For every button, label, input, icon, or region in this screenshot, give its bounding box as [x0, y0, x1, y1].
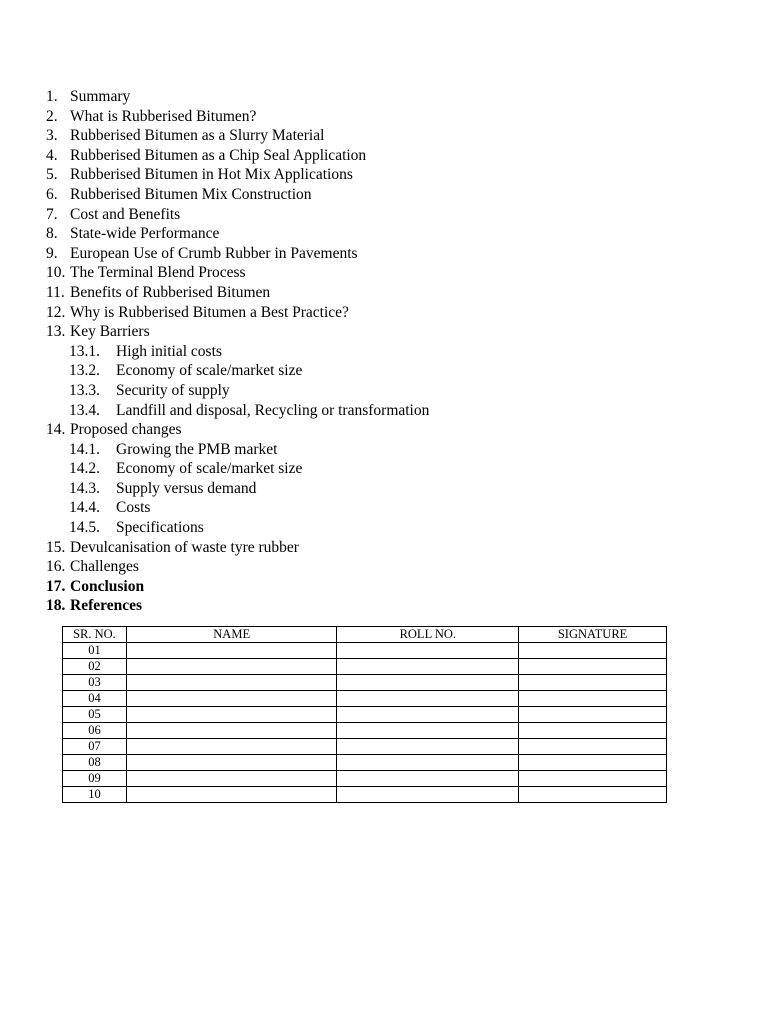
table-row — [63, 739, 667, 755]
toc-item — [46, 557, 429, 577]
toc-number: 4. — [46, 146, 58, 164]
toc-text: High initial costs — [116, 342, 222, 360]
roll-no-cell — [337, 643, 519, 659]
toc-text: Proposed changes — [70, 421, 182, 439]
sr-no-cell: 05 — [63, 707, 127, 723]
toc-text: Growing the PMB market — [116, 440, 278, 458]
signature-table — [62, 626, 667, 803]
toc-item — [46, 146, 429, 166]
signature-cell — [519, 723, 667, 739]
toc-text: Cost and Benefits — [70, 205, 181, 223]
toc-subitem — [46, 401, 429, 421]
toc-number: 9. — [46, 244, 58, 262]
sr-no-cell: 01 — [63, 643, 127, 659]
toc-number: 6. — [46, 185, 58, 203]
roll-no-cell — [337, 755, 519, 771]
table-row — [63, 707, 667, 723]
toc-text: Supply versus demand — [116, 479, 257, 497]
toc-text: Devulcanisation of waste tyre rubber — [70, 538, 299, 556]
toc-text: Economy of scale/market size — [116, 460, 303, 478]
roll-no-cell — [337, 787, 519, 803]
toc-text: European Use of Crumb Rubber in Pavements — [70, 244, 358, 262]
toc-item — [46, 420, 429, 440]
roll-no-cell — [337, 739, 519, 755]
toc-text: Economy of scale/market size — [116, 362, 303, 380]
toc-text: Rubberised Bitumen Mix Construction — [70, 185, 312, 203]
toc-number: 11. — [46, 283, 65, 301]
toc-number: 8. — [46, 225, 58, 243]
toc-text: What is Rubberised Bitumen? — [70, 107, 257, 125]
name-cell — [126, 707, 337, 723]
sr-no-cell: 03 — [63, 675, 127, 691]
sr-no-cell: 10 — [63, 787, 127, 803]
toc-text: Why is Rubberised Bitumen a Best Practice? — [70, 303, 349, 321]
table-row — [63, 691, 667, 707]
table-row — [63, 723, 667, 739]
toc-item — [46, 87, 429, 107]
toc-number: 14.2. — [69, 460, 100, 478]
toc-text: Costs — [116, 499, 151, 517]
toc-number: 13.4. — [69, 401, 100, 419]
toc-item — [46, 165, 429, 185]
toc-number: 14.3. — [69, 479, 100, 497]
toc-item — [46, 244, 429, 264]
signature-cell — [519, 691, 667, 707]
toc-text: State-wide Performance — [70, 225, 220, 243]
toc-item — [46, 322, 429, 342]
name-cell — [126, 771, 337, 787]
toc-number: 16. — [46, 558, 66, 576]
toc-subitem — [46, 459, 429, 479]
roll-no-cell — [337, 675, 519, 691]
header-sr-no: SR. NO. — [63, 627, 127, 643]
name-cell — [126, 659, 337, 675]
toc-item — [46, 185, 429, 205]
toc-text: Conclusion — [70, 577, 145, 595]
toc-text: Rubberised Bitumen as a Chip Seal Application — [70, 146, 367, 164]
sr-no-cell: 09 — [63, 771, 127, 787]
toc-number: 12. — [46, 303, 66, 321]
toc-subitem — [46, 498, 429, 518]
toc-number: 13. — [46, 323, 66, 341]
table-row — [63, 643, 667, 659]
toc-number: 14.4. — [69, 499, 100, 517]
table-row — [63, 771, 667, 787]
signature-cell — [519, 787, 667, 803]
roll-no-cell — [337, 771, 519, 787]
signature-cell — [519, 675, 667, 691]
table-row — [63, 787, 667, 803]
roll-no-cell — [337, 691, 519, 707]
toc-number: 10. — [46, 264, 66, 282]
header-name: NAME — [126, 627, 337, 643]
name-cell — [126, 691, 337, 707]
toc-item — [46, 224, 429, 244]
toc-number: 5. — [46, 166, 58, 184]
sr-no-cell: 04 — [63, 691, 127, 707]
signature-cell — [519, 771, 667, 787]
toc-subitem — [46, 479, 429, 499]
toc-number: 14.1. — [69, 440, 100, 458]
toc-subitem — [46, 361, 429, 381]
sr-no-cell: 02 — [63, 659, 127, 675]
toc-subitem — [46, 440, 429, 460]
toc-item — [46, 263, 429, 283]
table-header-row — [63, 627, 667, 643]
roll-no-cell — [337, 723, 519, 739]
toc-item — [46, 303, 429, 323]
toc-number: 2. — [46, 107, 58, 125]
toc-item — [46, 107, 429, 127]
toc-number: 15. — [46, 538, 66, 556]
toc-subitem — [46, 342, 429, 362]
toc-subitem — [46, 381, 429, 401]
toc-item — [46, 205, 429, 225]
toc-text: Specifications — [116, 519, 204, 537]
toc-item — [46, 283, 429, 303]
toc-text: Benefits of Rubberised Bitumen — [70, 283, 271, 301]
toc-number: 13.3. — [69, 381, 100, 399]
toc-text: Summary — [70, 88, 131, 105]
sr-no-cell: 06 — [63, 723, 127, 739]
toc-item — [46, 538, 429, 558]
signature-cell — [519, 707, 667, 723]
header-signature: SIGNATURE — [519, 627, 667, 643]
toc-item-references — [46, 596, 429, 616]
toc-number: 18. — [46, 597, 66, 615]
table-row — [63, 675, 667, 691]
sr-no-cell: 07 — [63, 739, 127, 755]
toc-number: 13.1. — [69, 342, 100, 360]
header-roll-no: ROLL NO. — [337, 627, 519, 643]
toc-item — [46, 126, 429, 146]
toc-number: 14.5. — [69, 519, 100, 537]
toc-number: 13.2. — [69, 362, 100, 380]
toc-text: References — [70, 597, 143, 615]
toc-text: Rubberised Bitumen in Hot Mix Applications — [70, 166, 353, 184]
name-cell — [126, 739, 337, 755]
toc-number: 7. — [46, 205, 58, 223]
toc-text: Security of supply — [116, 381, 230, 399]
toc-text: Key Barriers — [70, 323, 150, 341]
toc-text: Challenges — [70, 558, 139, 576]
sr-no-cell: 08 — [63, 755, 127, 771]
toc-text: Rubberised Bitumen as a Slurry Material — [70, 127, 325, 145]
name-cell — [126, 723, 337, 739]
roll-no-cell — [337, 659, 519, 675]
table-row — [63, 659, 667, 675]
toc-text: Landfill and disposal, Recycling or transformation — [116, 401, 430, 419]
toc-number: 14. — [46, 421, 66, 439]
table-of-contents — [46, 87, 429, 616]
name-cell — [126, 643, 337, 659]
toc-number: 3. — [46, 127, 58, 145]
toc-number: 1. — [46, 88, 58, 105]
name-cell — [126, 787, 337, 803]
signature-cell — [519, 739, 667, 755]
table-row — [63, 755, 667, 771]
toc-subitem — [46, 518, 429, 538]
signature-cell — [519, 755, 667, 771]
signature-cell — [519, 643, 667, 659]
toc-number: 17. — [46, 577, 66, 595]
name-cell — [126, 675, 337, 691]
signature-cell — [519, 659, 667, 675]
roll-no-cell — [337, 707, 519, 723]
name-cell — [126, 755, 337, 771]
toc-text: The Terminal Blend Process — [70, 264, 246, 282]
toc-item-conclusion — [46, 577, 429, 597]
